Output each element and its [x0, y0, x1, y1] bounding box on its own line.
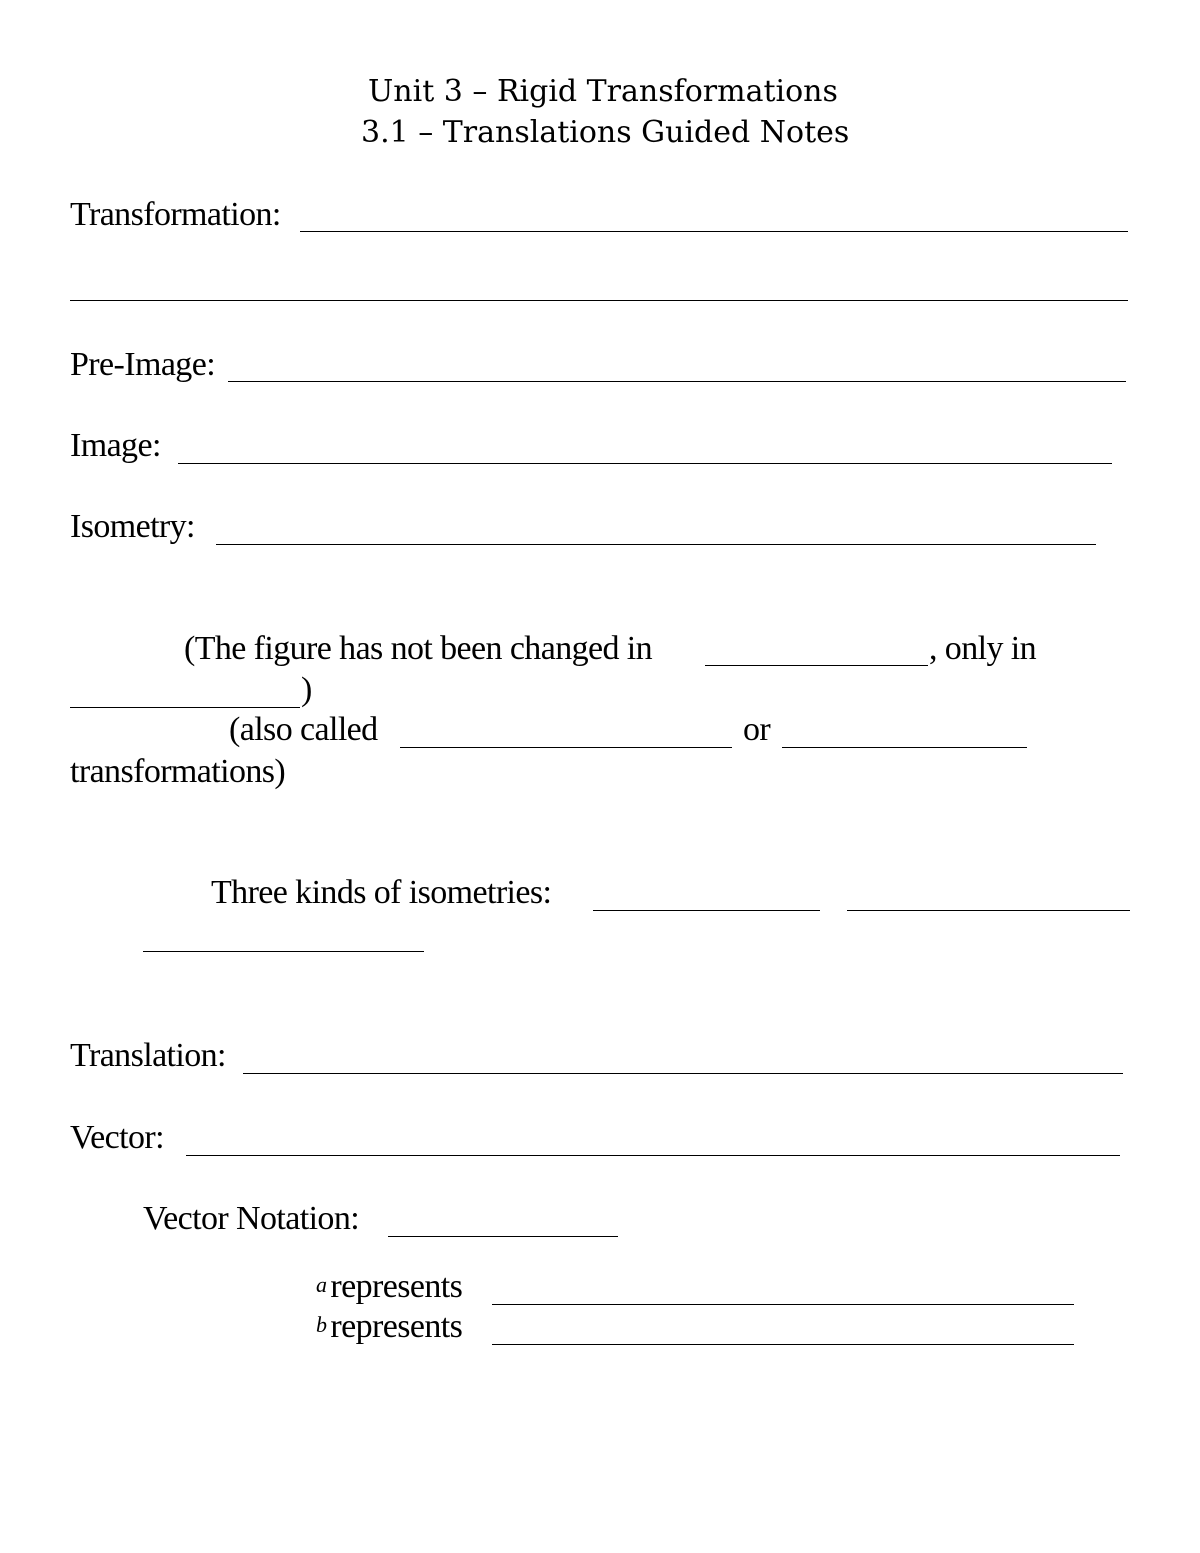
note-also-called-blank-2[interactable] — [782, 747, 1027, 748]
note-line-2-end: ) — [301, 671, 312, 708]
image-blank[interactable] — [178, 463, 1112, 464]
note-line-1-text: (The figure has not been changed in — [184, 630, 653, 667]
vector-label: Vector: — [70, 1119, 164, 1156]
note-only-in-blank[interactable] — [70, 707, 300, 708]
kinds-blank-3[interactable] — [143, 951, 424, 952]
unit-title: Unit 3 – Rigid Transformations — [368, 74, 838, 109]
pre-image-blank[interactable] — [228, 381, 1126, 382]
note-line-1-end: , only in — [929, 630, 1036, 667]
note-or-text: or — [743, 711, 771, 748]
translation-blank[interactable] — [243, 1073, 1123, 1074]
note-line-4-text: transformations) — [70, 753, 286, 790]
a-represents-text: represents — [330, 1268, 463, 1305]
lesson-title: 3.1 – Translations Guided Notes — [361, 115, 850, 150]
kinds-blank-2[interactable] — [847, 910, 1130, 911]
transformation-label: Transformation: — [70, 196, 281, 233]
kinds-blank-1[interactable] — [593, 910, 820, 911]
isometry-label: Isometry: — [70, 508, 195, 545]
a-variable: a — [316, 1272, 327, 1297]
transformation-blank[interactable] — [300, 231, 1128, 232]
a-represents-row — [316, 1267, 462, 1310]
b-represents-row — [316, 1307, 462, 1350]
vector-blank[interactable] — [186, 1155, 1120, 1156]
note-changed-in-blank[interactable] — [705, 665, 928, 666]
isometry-blank[interactable] — [216, 544, 1096, 545]
image-label: Image: — [70, 427, 161, 464]
vector-notation-label: Vector Notation: — [143, 1200, 360, 1237]
transformation-blank-line-2[interactable] — [70, 300, 1128, 301]
vector-notation-blank[interactable] — [388, 1236, 618, 1237]
note-also-called-blank-1[interactable] — [400, 747, 732, 748]
kinds-label: Three kinds of isometries: — [211, 874, 552, 911]
b-represents-blank[interactable] — [492, 1344, 1074, 1345]
pre-image-label: Pre-Image: — [70, 346, 216, 383]
translation-label: Translation: — [70, 1037, 226, 1074]
b-variable: b — [316, 1312, 327, 1337]
note-line-3-text: (also called — [229, 711, 378, 748]
b-represents-text: represents — [330, 1308, 463, 1345]
a-represents-blank[interactable] — [492, 1304, 1074, 1305]
